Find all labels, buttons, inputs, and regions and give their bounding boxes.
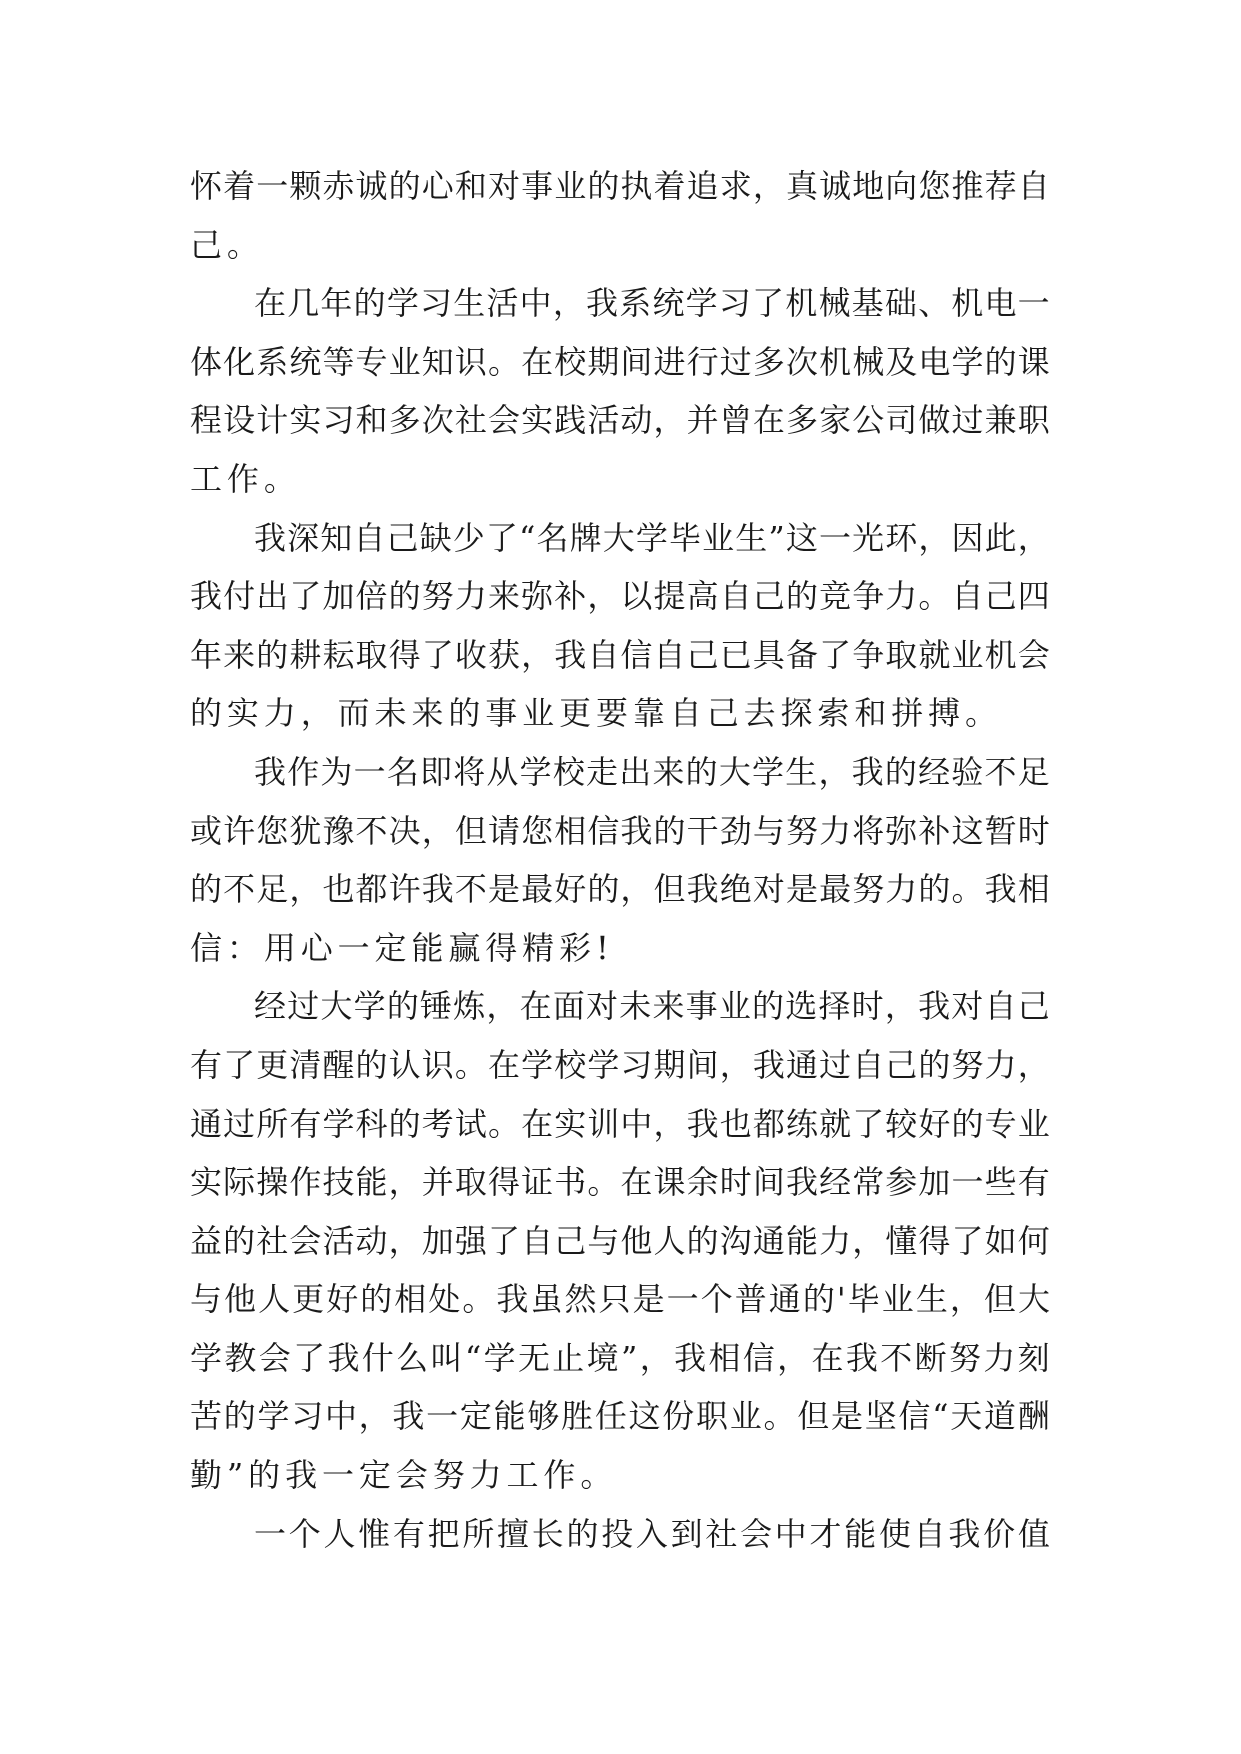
text-line: 的 不 足 ， 也 都 许 我 不 是 最 好 的 ， 但 我 绝 对 是 最 努 力 的 。 我 相 <box>190 870 1050 909</box>
text-line: 有 了 更 清 醒 的 认 识 。 在 学 校 学 习 期 间 ， 我 通 过 自 己 的 努 力 ， <box>190 1045 1050 1084</box>
text-line: 益 的 社 会 活 动 ， 加 强 了 自 己 与 他 人 的 沟 通 能 力 ， 懂 得 了 如 何 <box>190 1221 1050 1260</box>
text-line: 怀 着 一 颗 赤 诚 的 心 和 对 事 业 的 执 着 追 求 ， 真 诚 地 向 您 推 荐 自 <box>190 167 1050 205</box>
text-line: 学 教 会 了 我 什 么 叫 “ 学 无 止 境 ” ， 我 相 信 ， 在 我 不 断 努 力 刻 <box>190 1338 1050 1377</box>
text-line: 实 际 操 作 技 能 ， 并 取 得 证 书 。 在 课 余 时 间 我 经 常 参 加 一 些 有 <box>190 1163 1050 1202</box>
text-line: 年 来 的 耕 耘 取 得 了 收 获 ， 我 自 信 自 己 已 具 备 了 争 取 就 业 机 会 <box>190 635 1050 674</box>
text-line: 勤 ” 的 我 一 定 会 努 力 工 作 。 <box>190 1456 613 1495</box>
document-body <box>190 157 1050 1563</box>
text-line: 体 化 系 统 等 专 业 知 识 。 在 校 期 间 进 行 过 多 次 机 械 及 电 学 的 课 <box>190 342 1050 381</box>
text-line: 通 过 所 有 学 科 的 考 试 。 在 实 训 中 ， 我 也 都 练 就 了 较 好 的 专 业 <box>190 1104 1050 1143</box>
text-line: 我 作 为 一 名 即 将 从 学 校 走 出 来 的 大 学 生 ， 我 的 经 验 不 足 <box>254 752 1050 791</box>
text-line: 在 几 年 的 学 习 生 活 中 ， 我 系 统 学 习 了 机 械 基 础 、 机 电 一 <box>254 284 1050 323</box>
text-line: 一 个 人 惟 有 把 所 擅 长 的 投 入 到 社 会 中 才 能 使 自 我 价 值 <box>254 1514 1050 1553</box>
text-line: 己 。 <box>190 225 259 264</box>
text-line: 或 许 您 犹 豫 不 决 ， 但 请 您 相 信 我 的 干 劲 与 努 力 将 弥 补 这 暂 时 <box>190 811 1050 850</box>
text-line: 我 付 出 了 加 倍 的 努 力 来 弥 补 ， 以 提 高 自 己 的 竞 争 力 。 自 己 四 <box>190 577 1050 616</box>
text-line: 信 ： 用 心 一 定 能 赢 得 精 彩 ! <box>190 928 609 967</box>
text-line: 程 设 计 实 习 和 多 次 社 会 实 践 活 动 ， 并 曾 在 多 家 公 司 做 过 兼 职 <box>190 401 1050 440</box>
text-line: 苦 的 学 习 中 ， 我 一 定 能 够 胜 任 这 份 职 业 。 但 是 坚 信 “ 天 道 酬 <box>190 1397 1050 1436</box>
text-line: 经 过 大 学 的 锤 炼 ， 在 面 对 未 来 事 业 的 选 择 时 ， 我 对 自 己 <box>254 987 1050 1026</box>
text-line: 的 实 力 ， 而 未 来 的 事 业 更 要 靠 自 己 去 探 索 和 拼 搏 。 <box>190 694 998 733</box>
text-line: 与 他 人 更 好 的 相 处 。 我 虽 然 只 是 一 个 普 通 的 ' 毕 业 生 ， 但 大 <box>190 1280 1050 1319</box>
text-line: 我 深 知 自 己 缺 少 了 “ 名 牌 大 学 毕 业 生 ” 这 一 光 环 ， 因 此 ， <box>254 518 1050 557</box>
text-line: 工 作 。 <box>190 459 296 498</box>
